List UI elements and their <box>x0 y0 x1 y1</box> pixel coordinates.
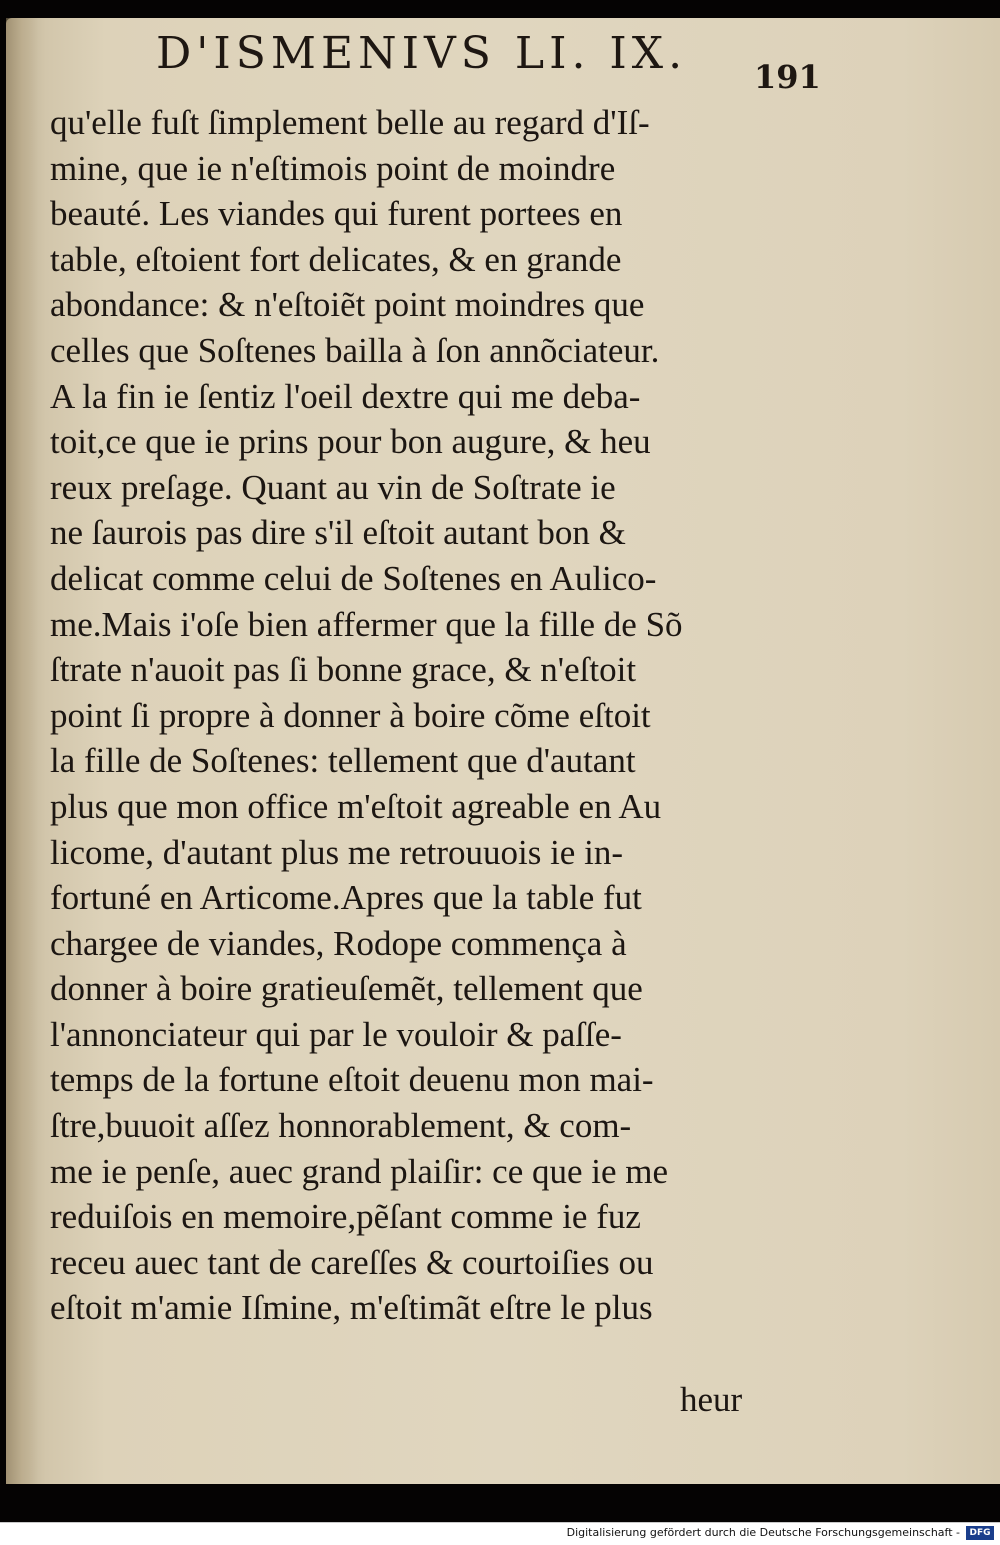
text-line: la fille de Soſtenes: tellement que d'autant <box>50 741 636 781</box>
text-line: toit,ce que ie prins pour bon augure, & heu <box>50 422 651 462</box>
funding-credit: Digitalisierung gefördert durch die Deutsche Forschungsgemeinschaft - <box>566 1526 960 1539</box>
text-line: eſtoit m'amie Iſmine, m'eſtimãt eſtre le plus <box>50 1288 653 1328</box>
text-line: abondance: & n'eſtoiẽt point moindres que <box>50 285 645 325</box>
text-line: l'annonciateur qui par le vouloir & paſſe- <box>50 1014 622 1054</box>
text-line: mine, que ie n'eſtimois point de moindre <box>50 148 616 188</box>
text-line: chargee de viandes, Rodope commença à <box>50 923 627 963</box>
text-line: celles que Soſtenes bailla à ſon annõciateur. <box>50 330 660 370</box>
text-line: ne ſaurois pas dire s'il eſtoit autant bon & <box>50 513 626 553</box>
text-line: me.Mais i'oſe bien affermer que la fille de Sõ <box>50 604 683 644</box>
digitization-footer <box>0 1522 1000 1545</box>
text-line: reux preſage. Quant au vin de Soſtrate ie <box>50 467 616 507</box>
text-line: plus que mon office m'eſtoit agreable en Au <box>50 786 662 826</box>
text-line: temps de la fortune eſtoit deuenu mon mai- <box>50 1060 654 1100</box>
page-gutter-shadow <box>6 18 38 1484</box>
text-line: licome, d'autant plus me retrouuois ie in- <box>50 832 623 872</box>
text-line: reduiſois en memoire,pẽſant comme ie fuz <box>50 1197 641 1237</box>
dfg-logo-icon: DFG <box>966 1526 994 1540</box>
text-line: fortuné en Articome.Apres que la table fut <box>50 878 642 918</box>
book-page <box>6 18 1000 1484</box>
catchword: heur <box>680 1380 743 1419</box>
text-line: beauté. Les viandes qui furent portees en <box>50 194 623 234</box>
text-line: delicat comme celui de Soſtenes en Aulico- <box>50 558 657 598</box>
text-line: point ſi propre à donner à boire cõme eſtoit <box>50 695 651 735</box>
text-line: table, eſtoient fort delicates, & en grande <box>50 239 622 279</box>
text-line: ſtre,buuoit aſſez honnorablement, & com- <box>50 1106 632 1146</box>
body-text <box>50 100 790 1331</box>
text-line: donner à boire gratieuſemẽt, tellement que <box>50 969 643 1009</box>
text-line: me ie penſe, auec grand plaiſir: ce que ie me <box>50 1151 669 1191</box>
text-line: receu auec tant de careſſes & courtoiſies ou <box>50 1242 654 1282</box>
running-head: D'ISMENIVS LI. IX. <box>156 28 688 79</box>
page-number: 191 <box>754 58 821 96</box>
text-line: qu'elle fuſt ſimplement belle au regard d'Iſ- <box>50 103 650 142</box>
text-line: ſtrate n'auoit pas ſi bonne grace, & n'eſtoit <box>50 650 637 690</box>
text-line: A la fin ie ſentiz l'oeil dextre qui me deba- <box>50 376 641 416</box>
